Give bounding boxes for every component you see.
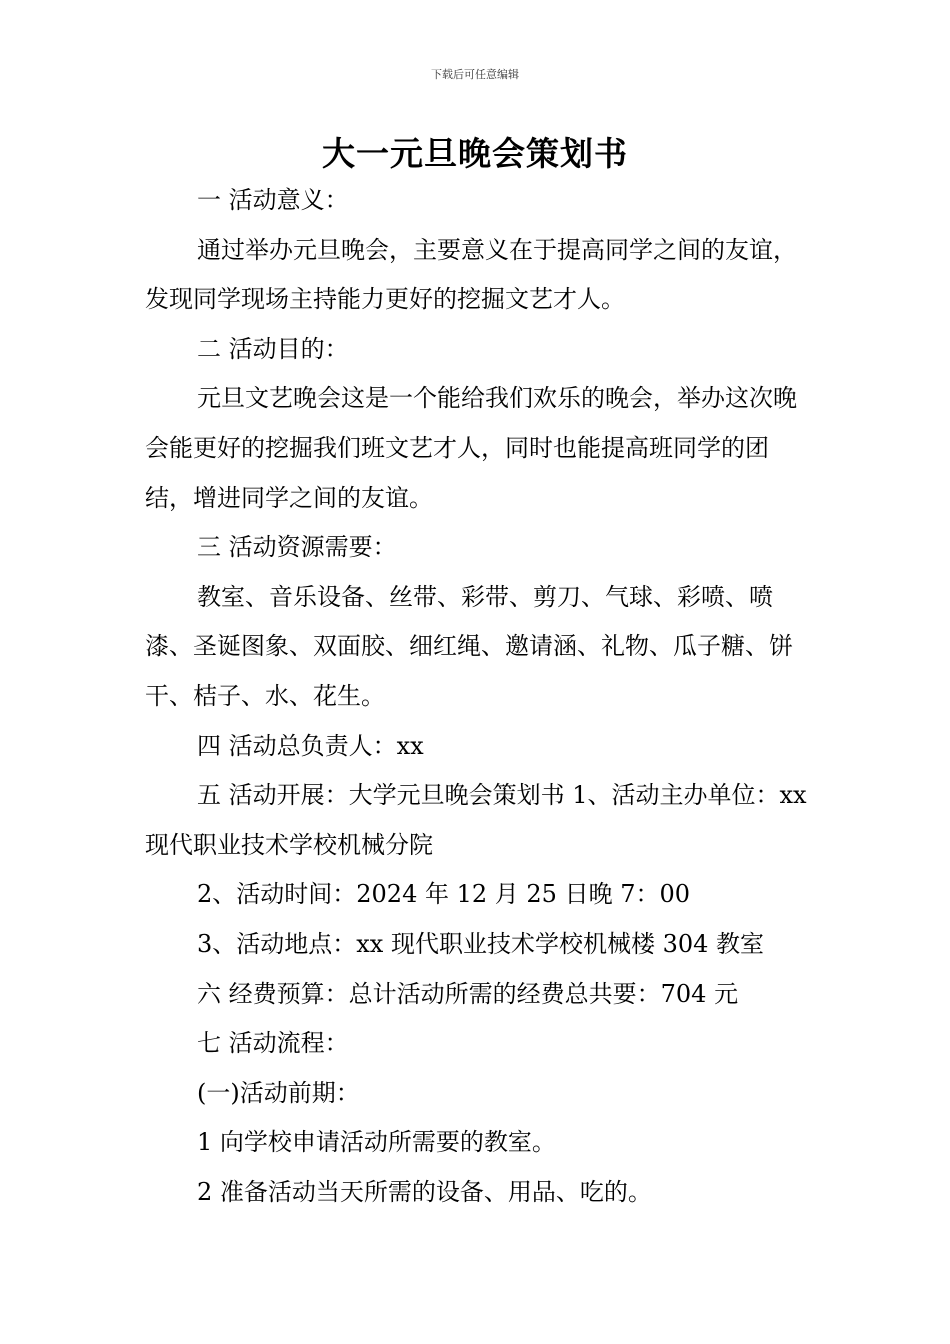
- section-activity-organizer: 五 活动开展：大学元旦晚会策划书 1、活动主办单位：xx 现代职业技术学校机械分院: [145, 781, 807, 859]
- section-heading-purpose: 二 活动目的：: [197, 334, 349, 363]
- section-heading-resources: 三 活动资源需要：: [197, 533, 397, 562]
- paragraph-purpose: 元旦文艺晚会这是一个能给我们欢乐的晚会，举办这次晚会能更好的挖掘我们班文艺才人，同时也能提高班同学的团结，增进同学之间的友谊。: [145, 384, 797, 512]
- subsection-preparation: (一)活动前期：: [197, 1078, 360, 1107]
- document-body: [145, 176, 815, 1217]
- paragraph-activity-time: 2、活动时间：2024 年 12 月 25 日晚 7：00: [197, 880, 691, 909]
- list-item-apply-classroom: 1 向学校申请活动所需要的教室。: [197, 1128, 556, 1157]
- section-heading-significance: 一 活动意义：: [197, 186, 349, 214]
- paragraph-resources: 教室、音乐设备、丝带、彩带、剪刀、气球、彩喷、喷漆、圣诞图象、双面胶、细红绳、邀请涵、礼物、瓜子糖、饼干、桔子、水、花生。: [145, 582, 793, 710]
- paragraph-significance: 通过举办元旦晚会，主要意义在于提高同学之间的友谊，发现同学现场主持能力更好的挖掘文艺才人。: [145, 235, 797, 314]
- section-responsible-person: 四 活动总负责人：xx: [197, 731, 424, 760]
- header-note: 下载后可任意编辑: [431, 68, 519, 81]
- document-title: 大一元旦晚会策划书: [322, 134, 628, 173]
- list-item-prepare-supplies: 2 准备活动当天所需的设备、用品、吃的。: [197, 1177, 652, 1206]
- section-heading-process: 七 活动流程：: [197, 1029, 349, 1058]
- section-budget: 六 经费预算：总计活动所需的经费总共要：704 元: [197, 979, 739, 1008]
- paragraph-activity-location: 3、活动地点：xx 现代职业技术学校机械楼 304 教室: [197, 929, 765, 958]
